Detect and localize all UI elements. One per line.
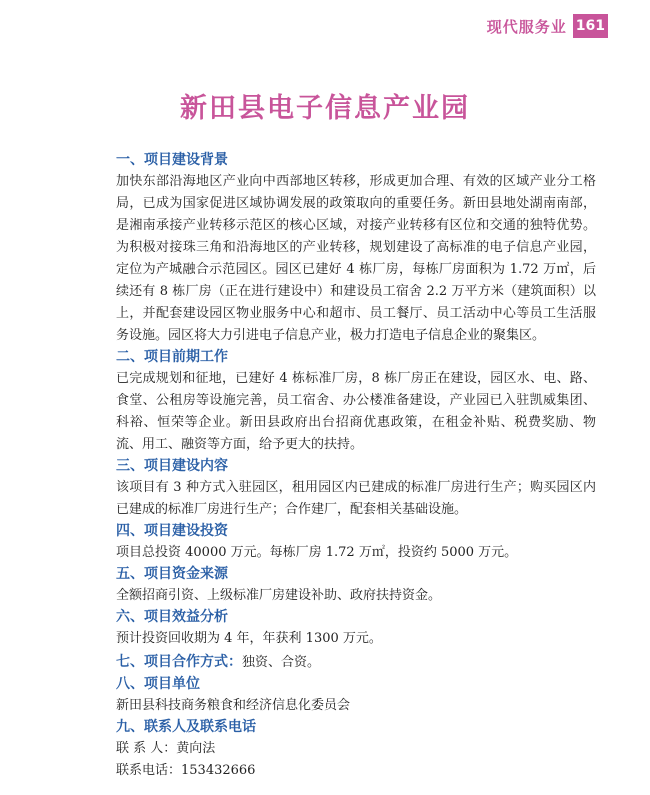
section-heading: 二、项目前期工作 — [116, 349, 228, 365]
page-header — [487, 14, 608, 38]
section-funding-source — [116, 564, 596, 607]
section-paragraph: 新田县科技商务粮食和经济信息化委员会 — [116, 698, 351, 713]
page-number: 161 — [573, 14, 608, 38]
section-paragraph: 项目总投资 40000 万元。每栋厂房 1.72 万㎡，投资约 5000 万元。 — [116, 545, 518, 560]
section-heading: 六、项目效益分析 — [116, 609, 228, 625]
section-heading: 四、项目建设投资 — [116, 523, 228, 539]
section-background — [116, 150, 596, 347]
section-paragraph: 该项目有 3 种方式入驻园区，租用园区内已建成的标准厂房进行生产；购买园区内已建成的标准厂房进行生产；合作建厂，配套相关基础设施。 — [116, 480, 596, 517]
section-paragraph: 已完成规划和征地，已建好 4 栋标准厂房，8 栋厂房正在建设，园区水、电、路、食堂、公租房等设施完善，员工宿舍、办公楼准备建设，产业园已入驻凯威集团、科裕、恒荣等企业。新田县政府出台招商优惠政策，在租金补贴、税费奖励、物流、用工、融资等方面，给予更大的扶持。 — [116, 371, 596, 452]
document-title: 新田县电子信息产业园 — [180, 93, 470, 124]
section-contact — [116, 717, 596, 782]
section-investment — [116, 521, 596, 564]
section-cooperation-mode — [116, 650, 596, 674]
section-paragraph: 全额招商引资、上级标准厂房建设补助、政府扶持资金。 — [116, 588, 442, 603]
section-preliminary-work — [116, 347, 596, 456]
section-heading: 三、项目建设内容 — [116, 458, 228, 474]
section-paragraph: 独资、合资。 — [242, 655, 321, 670]
section-construction-content — [116, 456, 596, 521]
section-heading: 五、项目资金来源 — [116, 566, 228, 582]
running-header-title: 现代服务业 — [486, 17, 567, 36]
section-heading: 七、项目合作方式： — [116, 654, 242, 670]
contact-phone: 联系电话：153432666 — [116, 763, 256, 778]
section-heading: 八、项目单位 — [116, 676, 200, 692]
document-body — [116, 150, 596, 782]
section-project-unit — [116, 674, 596, 717]
section-heading: 一、项目建设背景 — [116, 152, 228, 168]
section-benefit-analysis — [116, 607, 596, 650]
contact-person: 联 系 人：黄向法 — [116, 741, 216, 756]
section-paragraph: 加快东部沿海地区产业向中西部地区转移，形成更加合理、有效的区域产业分工格局，已成为国家促进区域协调发展的政策取向的重要任务。新田县地处湖南南部，是湘南承接产业转移示范区的核心区域，对接产业转移有区位和交通的独特优势。为积极对接珠三角和沿海地区的产业转移，规划建设了高标准的电子信息产业园，定位为产城融合示范园区。园区已建好 4 栋厂房，每栋厂房面积为 1.72 万㎡，后续还有 8 栋厂房（正在进行建设中）和建设员工宿舍 2.2 万平方米（建筑面积）以上，并配套建设园区物业服务中心和超市、员工餐厅、员工活动中心等员工生活服务设施。园区将大力引进电子信息产业，极力打造电子信息企业的聚集区。 — [116, 174, 596, 343]
section-heading: 九、联系人及联系电话 — [116, 719, 256, 735]
section-paragraph: 预计投资回收期为 4 年，年获利 1300 万元。 — [116, 631, 382, 646]
